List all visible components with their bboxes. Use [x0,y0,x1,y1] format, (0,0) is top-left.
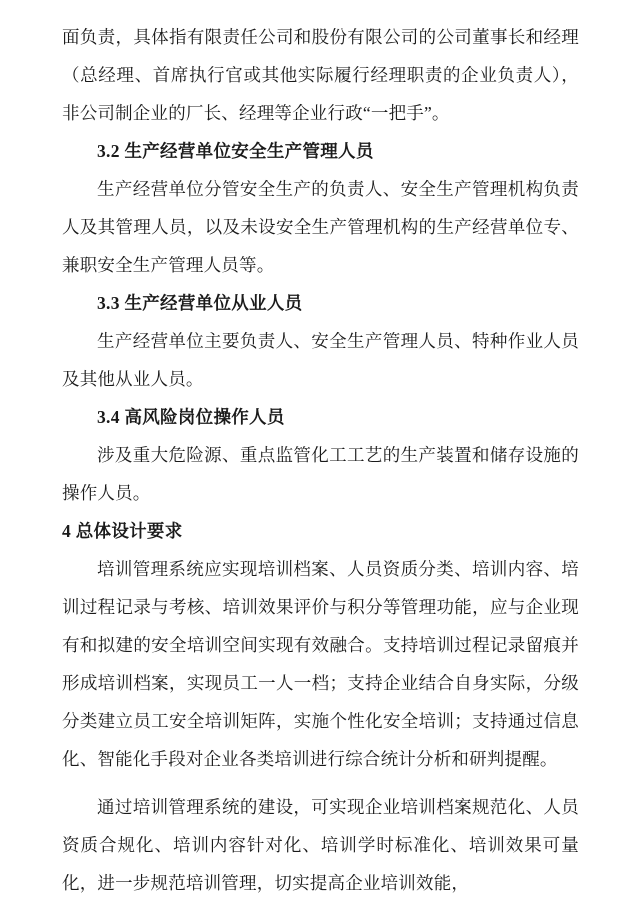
body-paragraph: 涉及重大危险源、重点监管化工工艺的生产装置和储存设施的操作人员。 [62,445,579,503]
section-heading-4: 4 总体设计要求 [62,521,183,541]
body-paragraph: 通过培训管理系统的建设，可实现企业培训档案规范化、人员资质合规化、培训内容针对化、培训学时标准化、培训效果可量化，进一步规范培训管理，切实提高企业培训效能， [62,797,579,893]
section-heading-3-3: 3.3 生产经营单位从业人员 [97,293,303,313]
section-heading-3-4: 3.4 高风险岗位操作人员 [97,407,285,427]
section-heading-3-2: 3.2 生产经营单位安全生产管理人员 [97,141,374,161]
paragraph-spacer [62,778,579,788]
body-paragraph: 生产经营单位分管安全生产的负责人、安全生产管理机构负责人及其管理人员，以及未设安全生产管理机构的生产经营单位专、兼职安全生产管理人员等。 [62,179,579,275]
body-paragraph: 生产经营单位主要负责人、安全生产管理人员、特种作业人员及其他从业人员。 [62,331,579,389]
body-paragraph: 面负责，具体指有限责任公司和股份有限公司的公司董事长和经理（总经理、首席执行官或其他实际履行经理职责的企业负责人），非公司制企业的厂长、经理等企业行政“一把手”。 [62,27,579,123]
body-paragraph: 培训管理系统应实现培训档案、人员资质分类、培训内容、培训过程记录与考核、培训效果评价与积分等管理功能，应与企业现有和拟建的安全培训空间实现有效融合。支持培训过程记录留痕并形成培训档案，实现员工一人一档；支持企业结合自身实际，分级分类建立员工安全培训矩阵，实施个性化安全培训；支持通过信息化、智能化手段对企业各类培训进行综合统计分析和研判提醒。 [62,559,579,769]
